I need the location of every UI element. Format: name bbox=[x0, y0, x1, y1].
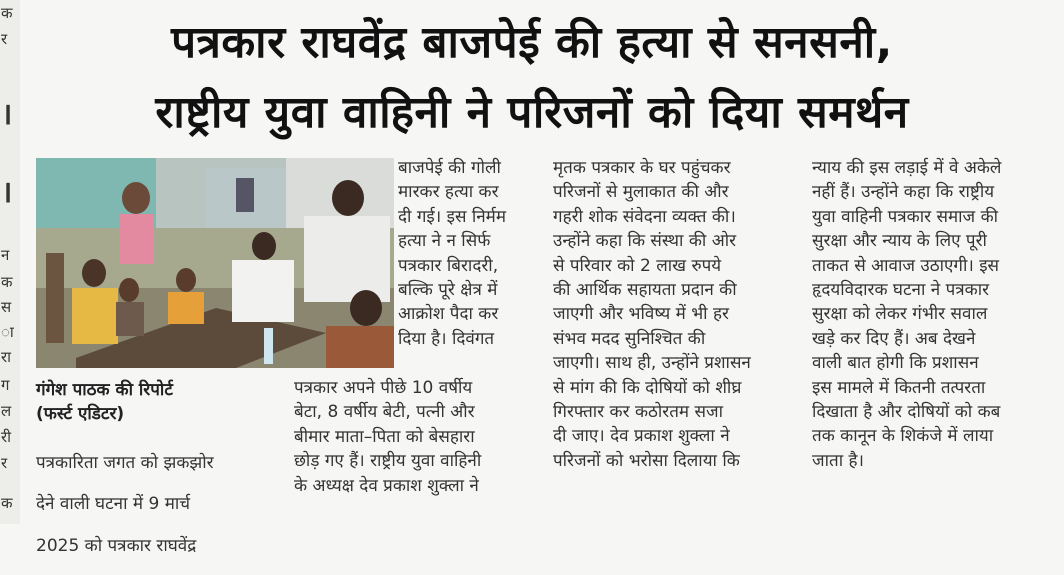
edge-char: स bbox=[1, 298, 12, 316]
column-line: उन्होंने कहा कि संस्था की ओर bbox=[553, 231, 737, 252]
column-line: छोड़ गए हैं। राष्ट्रीय युवा वाहिनी bbox=[294, 451, 482, 472]
column-line: दिया है। दिवंगत bbox=[398, 328, 495, 349]
edge-char: क bbox=[1, 273, 13, 291]
column-line: संभव मदद सुनिश्चित की bbox=[553, 328, 706, 349]
column-line: जाएगी और भविष्य में भी हर bbox=[553, 304, 729, 325]
column-line: बाजपेई की गोली bbox=[398, 158, 501, 178]
column-line: बेटा, 8 वर्षीय बेटी, पत्नी और bbox=[294, 402, 475, 423]
column-line: दी जाए। देव प्रकाश शुक्ला ने bbox=[553, 426, 730, 447]
headline-line-2: राष्ट्रीय युवा वाहिनी ने परिजनों को दिया समर्थन bbox=[155, 87, 909, 138]
column-line: बल्कि पूरे क्षेत्र में bbox=[398, 280, 498, 301]
column-line: की आर्थिक सहायता प्रदान की bbox=[553, 280, 737, 301]
column-line: परिजनों को भरोसा दिलाया कि bbox=[553, 450, 740, 471]
news-photo bbox=[36, 158, 394, 368]
edge-char: र bbox=[1, 30, 8, 48]
edge-char: । bbox=[1, 97, 13, 132]
edge-char: ल bbox=[1, 402, 12, 420]
column-line: इस मामले में कितनी तत्परता bbox=[812, 377, 986, 398]
column-line: पत्रकार बिरादरी, bbox=[398, 255, 499, 276]
column-line: खड़े कर दिए हैं। अब देखने bbox=[812, 328, 976, 349]
column-line: 2025 को पत्रकार राघवेंद्र bbox=[36, 535, 197, 556]
column-line: गहरी शोक संवेदना व्यक्त की। bbox=[553, 206, 736, 227]
article-column-1 bbox=[36, 434, 280, 575]
column-line: वाली बात होगी कि प्रशासन bbox=[812, 353, 979, 374]
column-line: पत्रकारिता जगत को झकझोर bbox=[36, 453, 214, 473]
column-line: से परिवार को 2 लाख रुपये bbox=[553, 255, 722, 276]
edge-char: । bbox=[1, 175, 13, 210]
byline-title: (फर्स्ट एडिटर) bbox=[36, 404, 125, 424]
column-line: नहीं हैं। उन्होंने कहा कि राष्ट्रीय bbox=[812, 182, 995, 203]
edge-char: र bbox=[1, 454, 8, 472]
column-line: बीमार माता–पिता को बेसहारा bbox=[294, 426, 475, 447]
article-column-2-bottom bbox=[294, 376, 530, 498]
edge-char: क bbox=[1, 494, 13, 512]
column-line: हत्या ने न सिर्फ bbox=[398, 231, 491, 252]
column-line: तक कानून के शिकंजे में लाया bbox=[812, 426, 994, 447]
column-line: देने वाली घटना में 9 मार्च bbox=[36, 494, 191, 515]
column-line: युवा वाहिनी पत्रकार समाज की bbox=[812, 206, 999, 227]
byline-reporter: गंगेश पाठक की रिपोर्ट bbox=[36, 380, 173, 400]
column-line: मृतक पत्रकार के घर पहुंचकर bbox=[553, 158, 731, 178]
photo-illustration bbox=[36, 158, 394, 368]
edge-char: रा bbox=[1, 348, 12, 366]
column-line: जाएगी। साथ ही, उन्होंने प्रशासन bbox=[553, 353, 751, 374]
column-line: मारकर हत्या कर bbox=[398, 182, 499, 203]
adjacent-column-fragment bbox=[0, 0, 20, 524]
column-line: दी गई। इस निर्मम bbox=[398, 206, 507, 227]
column-line: सुरक्षा और न्याय के लिए पूरी bbox=[812, 231, 987, 252]
edge-char: न bbox=[1, 246, 10, 264]
edge-char: ग bbox=[1, 376, 10, 394]
column-line: जाता है। bbox=[812, 450, 864, 471]
column-line: दिखाता है और दोषियों को कब bbox=[812, 402, 1001, 423]
article-column-2-top bbox=[398, 156, 530, 351]
edge-char: क bbox=[1, 4, 13, 22]
article-column-4 bbox=[812, 156, 1048, 473]
edge-char: री bbox=[1, 428, 12, 446]
column-line: परिजनों से मुलाकात की और bbox=[553, 182, 729, 203]
column-line: ताकत से आवाज उठाएगी। इस bbox=[812, 255, 1000, 276]
article-column-3 bbox=[553, 156, 787, 473]
column-line: आक्रोश पैदा कर bbox=[398, 304, 499, 325]
column-line: पत्रकार अपने पीछे 10 वर्षीय bbox=[294, 378, 473, 398]
column-line: सुरक्षा को लेकर गंभीर सवाल bbox=[812, 304, 988, 325]
edge-char: ा bbox=[1, 323, 14, 341]
headline-line-1: पत्रकार राघवेंद्र बाजपेई की हत्या से सनसनी, bbox=[171, 17, 893, 68]
byline bbox=[36, 378, 296, 426]
column-line: से मांग की कि दोषियों को शीघ्र bbox=[553, 377, 742, 398]
column-line: न्याय की इस लड़ाई में वे अकेले bbox=[812, 158, 1002, 178]
column-line: हृदयविदारक घटना ने पत्रकार bbox=[812, 280, 990, 301]
column-line: गिरफ्तार कर कठोरतम सजा bbox=[553, 402, 724, 423]
column-line: के अध्यक्ष देव प्रकाश शुक्ला ने bbox=[294, 475, 479, 496]
